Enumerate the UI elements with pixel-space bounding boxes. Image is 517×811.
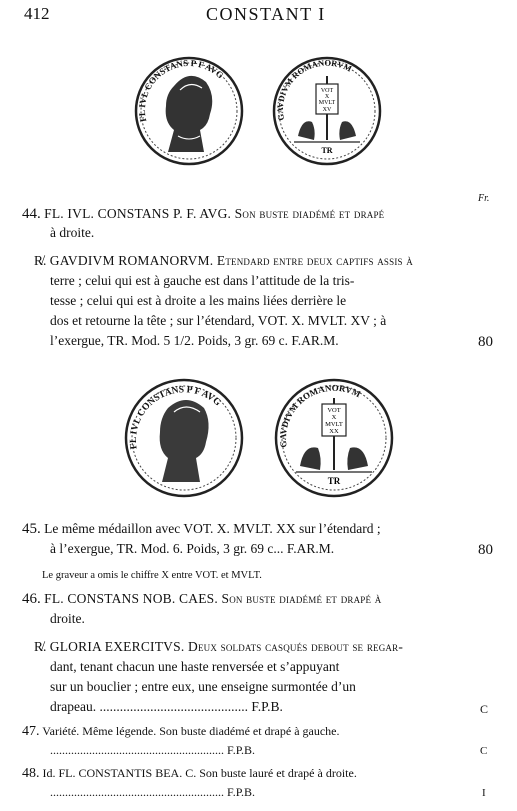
svg-text:GAVDIVM ROMANORVM xyxy=(275,58,354,122)
entry-46-reverse-4: drapeau. ............................................ F.P.B. xyxy=(50,699,283,714)
portrait-bust-icon xyxy=(166,76,213,152)
captive-right-icon xyxy=(339,121,356,140)
entry-44-reverse-4: dos et retourne la tête ; sur l’étendard, VOT. X. MVLT. XV ; à xyxy=(50,313,387,328)
entry-44-reverse-3: tesse ; celui qui est à droite a les mains liées derrière le xyxy=(50,293,347,308)
entry-number: 47. xyxy=(22,724,40,739)
entry-47-line-2: .......................................................... F.P.B. xyxy=(50,743,256,757)
reverse-exergue: TR xyxy=(327,476,341,486)
entry-44-reverse-1: R̸. GAVDIVM ROMANORVM. Etendard entre deux captifs assis à xyxy=(34,253,414,268)
reverse-mark: R̸. xyxy=(34,639,47,654)
entry-45-price: 80 xyxy=(478,542,493,558)
svg-text:MVLT: MVLT xyxy=(325,421,343,428)
entry-46-line-2: droite. xyxy=(50,611,85,626)
svg-text:X: X xyxy=(331,414,337,421)
reverse-legend: GAVDIVM ROMANORVM xyxy=(277,382,363,449)
entry-44-price: 80 xyxy=(478,334,493,350)
entry-45-note: Le graveur a omis le chiffre X entre VOT. et MVLT. xyxy=(42,570,262,581)
entry-45-line-2: à l’exergue, TR. Mod. 6. Poids, 3 gr. 69 c... F.AR.M. xyxy=(50,541,335,556)
svg-text:GAVDIVM ROMANORVM xyxy=(278,383,363,448)
obverse-legend: FL IVL CONSTANS P F AVG xyxy=(128,385,223,450)
svg-text:XV: XV xyxy=(322,107,332,113)
entry-number: 48. xyxy=(22,766,40,781)
entry-number: 44. xyxy=(22,206,41,222)
entry-45-line-1: 45. Le même médaillon avec VOT. X. MVLT. XX sur l’étendard ; xyxy=(22,521,381,537)
coin-obverse-2 xyxy=(124,378,244,498)
svg-text:MVLT: MVLT xyxy=(318,100,336,106)
entry-number: 46. xyxy=(22,591,41,607)
entry-48-line-2: .......................................................... F.P.B. xyxy=(50,785,256,799)
coin-obverse-1 xyxy=(134,56,244,166)
coin-reverse-2 xyxy=(274,378,394,498)
entry-46-reverse-1: R̸. GLORIA EXERCITVS. Deux soldats casqués debout se regar- xyxy=(34,639,404,654)
entry-48-line-1: 48. Id. FL. CONSTANTIS BEA. C. Son buste lauré et drapé à droite. xyxy=(22,766,357,781)
captive-right-icon xyxy=(347,447,368,470)
svg-text:VOT: VOT xyxy=(320,88,334,94)
page-title: CONSTANT I xyxy=(206,4,326,24)
entry-46-price: C xyxy=(480,702,489,716)
reverse-exergue: TR xyxy=(321,146,333,155)
svg-text:XX: XX xyxy=(329,428,339,435)
portrait-bust-icon xyxy=(160,400,209,482)
entry-48-price: I xyxy=(482,787,486,799)
reverse-legend: GAVDIVM ROMANORVM xyxy=(274,57,354,122)
captive-left-icon xyxy=(298,121,315,140)
entry-44-reverse-2: terre ; celui qui est à gauche est dans l’attitude de la tris- xyxy=(50,273,355,288)
entry-46-line-1: 46. FL. CONSTANS NOB. CAES. Son buste diadémé et drapé à xyxy=(22,591,382,607)
reverse-mark: R̸. xyxy=(34,253,47,268)
svg-text:VOT: VOT xyxy=(327,407,341,414)
entry-47-price: C xyxy=(480,745,488,757)
captive-left-icon xyxy=(300,447,321,470)
svg-text:X: X xyxy=(324,94,330,100)
entry-number: 45. xyxy=(22,521,41,537)
obverse-legend: FL IVL CONSTANS P F AVG xyxy=(136,57,226,123)
entry-46-reverse-3: sur un bouclier ; entre eux, une enseigne surmontée d’un xyxy=(50,679,356,694)
page-number: 412 xyxy=(24,4,50,23)
margin-note: Fr. xyxy=(478,193,490,204)
entry-47-line-1: 47. Variété. Même légende. Son buste diadémé et drapé à gauche. xyxy=(22,724,340,739)
coin-reverse-1 xyxy=(272,56,382,166)
entry-44-line-1: 44. FL. IVL. CONSTANS P. F. AVG. Son buste diadémé et drapé xyxy=(22,206,385,222)
entry-44-reverse-5: l’exergue, TR. Mod. 5 1/2. Poids, 3 gr. 69 c. F.AR.M. xyxy=(50,333,339,348)
entry-44-line-2: à droite. xyxy=(50,225,95,240)
entry-46-reverse-2: dant, tenant chacun une haste renversée et s’appuyant xyxy=(50,659,340,674)
